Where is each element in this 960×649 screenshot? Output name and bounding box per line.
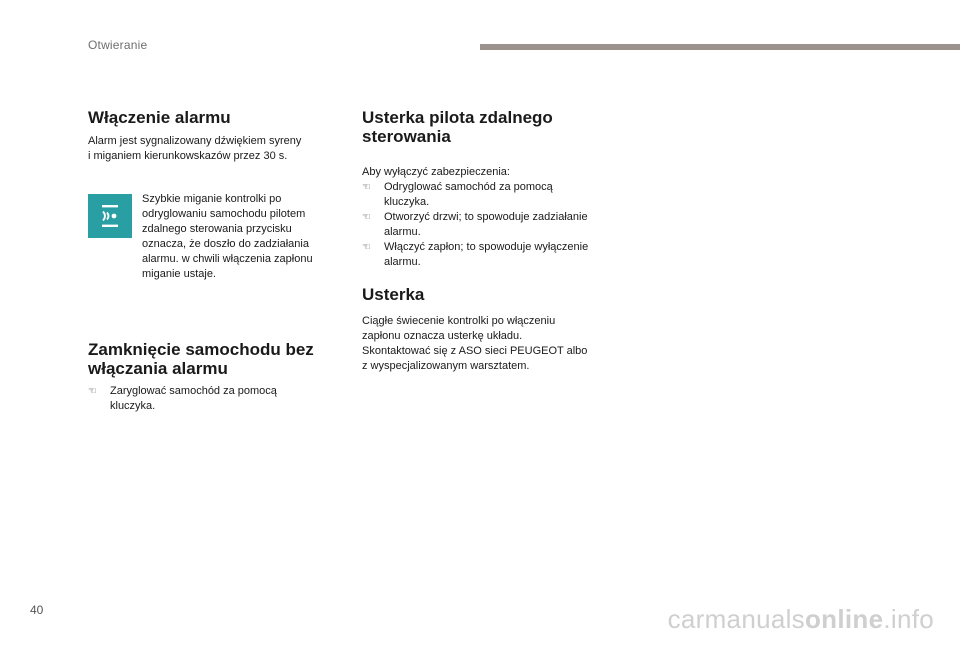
- indicator-line-2: odryglowaniu samochodu pilotem: [142, 208, 306, 220]
- bullet-line-1: Włączyć zapłon; to spowoduje wyłączenie: [384, 241, 589, 253]
- header-bar: [480, 44, 960, 50]
- fault-line-1: Ciągłe świecenie kontrolki po włączeniu: [362, 315, 556, 327]
- fault-line-2: zapłonu oznacza usterkę układu.: [362, 330, 523, 342]
- section-title: Otwieranie: [88, 38, 148, 52]
- bullet-line-1: Otworzyć drzwi; to spowoduje zadziałanie: [384, 211, 588, 223]
- heading-lock-without-alarm: [88, 340, 314, 378]
- bullet-line-1: Odryglować samochód za pomocą: [384, 181, 553, 193]
- remote-fault-intro: Aby wyłączyć zabezpieczenia:: [362, 166, 510, 178]
- remote-fault-bullets: [362, 180, 617, 270]
- fault-line-4: z wyspecjalizowanym warsztatem.: [362, 360, 530, 372]
- heading-alarm-on: Włączenie alarmu: [88, 108, 231, 127]
- bullet-line-2: kluczyka.: [384, 196, 430, 208]
- indicator-line-3: zdalnego sterowania przycisku: [142, 223, 292, 235]
- fault-text: [362, 314, 622, 374]
- bullet-icon: ☜: [362, 182, 371, 193]
- lock-bullets: [88, 384, 318, 414]
- watermark: [668, 604, 934, 635]
- bullet-icon: ☜: [362, 242, 371, 253]
- indicator-line-1: Szybkie miganie kontrolki po: [142, 193, 282, 205]
- indicator-line-6: miganie ustaje.: [142, 268, 216, 280]
- bullet-icon: ☜: [362, 212, 371, 223]
- alarm-indicator-icon: [88, 194, 132, 238]
- watermark-part-1: carmanuals: [667, 604, 805, 634]
- indicator-note-text: [142, 192, 342, 282]
- alarm-on-line-2: i miganiem kierunkowskazów przez 30 s.: [88, 150, 288, 162]
- bullet-line-1: Zaryglować samochód za pomocą: [110, 385, 277, 397]
- list-item: [362, 240, 617, 270]
- heading-lock-line-1: Zamknięcie samochodu bez: [88, 340, 314, 359]
- bullet-line-2: alarmu.: [384, 256, 421, 268]
- bullet-line-2: alarmu.: [384, 226, 421, 238]
- page-number: 40: [30, 603, 44, 617]
- alarm-on-line-1: Alarm jest sygnalizowany dźwiękiem syreny: [88, 135, 302, 147]
- alarm-on-text: [88, 134, 301, 164]
- heading-remote-fault: [362, 108, 553, 146]
- bullet-line-2: kluczyka.: [110, 400, 156, 412]
- list-item: [362, 180, 617, 210]
- heading-fault: Usterka: [362, 285, 425, 304]
- list-item: [88, 384, 318, 414]
- heading-lock-line-2: włączania alarmu: [88, 359, 228, 378]
- bullet-icon: ☜: [88, 386, 97, 397]
- indicator-line-4: oznacza, że doszło do zadziałania: [142, 238, 309, 250]
- watermark-part-3: .info: [883, 604, 934, 634]
- fault-line-3: Skontaktować się z ASO sieci PEUGEOT albo: [362, 345, 588, 357]
- watermark-part-2: online: [804, 604, 884, 634]
- list-item: [362, 210, 617, 240]
- heading-remote-line-2: sterowania: [362, 127, 451, 146]
- indicator-line-5: alarmu. w chwili włączenia zapłonu: [142, 253, 313, 265]
- heading-remote-line-1: Usterka pilota zdalnego: [362, 108, 553, 127]
